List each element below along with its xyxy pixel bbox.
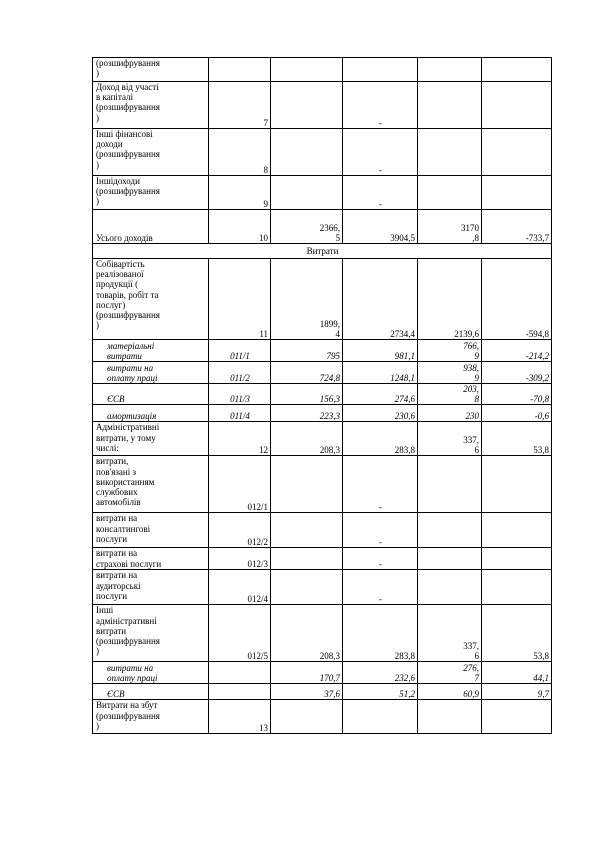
value-col4-text: -733,7: [525, 232, 549, 243]
value-col2: [343, 58, 418, 82]
row-code: [209, 662, 271, 684]
table-row: [93, 700, 552, 734]
row-code: [209, 684, 271, 700]
value-col3-text: 60,9: [463, 689, 479, 700]
value-col1-text: 156,3: [319, 394, 340, 405]
row-label: [93, 129, 209, 176]
row-label-text: Усього доходів: [96, 232, 153, 243]
row-code: [209, 405, 271, 422]
value-col2-text: 232,6: [394, 673, 415, 684]
row-label-text: Доход від участі в капіталі (розшифрування ): [96, 82, 160, 123]
row-label-text: Інші фінансові доходи (розшифрування ): [96, 129, 160, 170]
row-label: [93, 662, 209, 684]
value-col4-text: 53,8: [533, 445, 549, 456]
row-label-text: ЄСВ: [107, 394, 125, 405]
value-col2: [343, 662, 418, 684]
row-code: [209, 340, 271, 362]
value-col1: [271, 605, 343, 662]
table-row: [93, 570, 552, 605]
value-col2-text: 230,6: [394, 411, 415, 422]
value-col2: [343, 513, 418, 548]
value-col3-text: 938, 9: [463, 362, 479, 383]
value-col1: [271, 82, 343, 129]
row-code: [209, 700, 271, 734]
row-label-text: амортизація: [107, 411, 157, 422]
value-col4: [482, 684, 552, 700]
value-col3: [418, 259, 482, 340]
value-col4: [482, 548, 552, 570]
value-col3: [418, 605, 482, 662]
value-col2: [343, 340, 418, 362]
value-col2-text: -: [379, 198, 382, 209]
value-col1: [271, 362, 343, 384]
value-col1: [271, 176, 343, 210]
row-label-text: Інші адміністративні витрати (розшифрування ): [96, 605, 160, 657]
value-col1-text: 37,6: [324, 689, 340, 700]
table-row: [93, 548, 552, 570]
row-code-text: 012/3: [247, 559, 268, 570]
value-col2: [343, 210, 418, 244]
table-row: [93, 605, 552, 662]
value-col1-text: 1899, 4: [319, 318, 340, 339]
value-col3: [418, 684, 482, 700]
row-label-text: витрати, пов'язані з використанням службових автомобілів: [96, 456, 155, 508]
value-col3: [418, 340, 482, 362]
table-row: [93, 259, 552, 340]
row-code-text: 11: [259, 328, 268, 339]
row-code-text: 012/4: [247, 594, 268, 605]
value-col2-text: -: [379, 559, 382, 570]
row-code: [209, 176, 271, 210]
row-label: [93, 570, 209, 605]
value-col4: [482, 82, 552, 129]
value-col2-text: 1248,1: [390, 372, 415, 383]
row-code: [209, 259, 271, 340]
value-col3: [418, 456, 482, 513]
table-row: [93, 58, 552, 82]
value-col2-text: 283,8: [394, 651, 415, 662]
value-col2-text: 51,2: [399, 689, 415, 700]
row-label: [93, 605, 209, 662]
value-col2: [343, 456, 418, 513]
row-code-text: 7: [263, 117, 268, 128]
table-row: [93, 384, 552, 405]
value-col3: [418, 82, 482, 129]
value-col4-text: 44,1: [533, 673, 549, 684]
row-label: [93, 259, 209, 340]
value-col3-text: 337, 6: [463, 641, 479, 662]
value-col4: [482, 129, 552, 176]
row-label-text: ЄСВ: [107, 689, 125, 700]
table-row: [93, 176, 552, 210]
row-label: [93, 384, 209, 405]
value-col4-text: -214,2: [525, 350, 549, 361]
row-code-text: 13: [259, 723, 268, 734]
value-col3: [418, 210, 482, 244]
table-row: [93, 82, 552, 129]
value-col2: [343, 700, 418, 734]
row-code-text: 011/1: [230, 350, 250, 361]
row-label-text: Адміністративні витрати, у тому числі:: [96, 422, 160, 453]
value-col1: [271, 456, 343, 513]
row-label: [93, 176, 209, 210]
row-code-text: 012/2: [247, 537, 268, 548]
row-code-text: 011/3: [230, 394, 250, 405]
value-col2: [343, 176, 418, 210]
row-code: [209, 605, 271, 662]
value-col2-text: -: [379, 594, 382, 605]
value-col1-text: 208,3: [319, 651, 340, 662]
row-label: [93, 82, 209, 129]
table-body: [93, 58, 552, 734]
row-label: [93, 210, 209, 244]
value-col3: [418, 548, 482, 570]
row-code-text: 9: [263, 198, 268, 209]
value-col4: [482, 700, 552, 734]
value-col1: [271, 384, 343, 405]
row-code: [209, 82, 271, 129]
row-label: [93, 422, 209, 456]
row-code: [209, 58, 271, 82]
value-col2-text: 2734,4: [390, 328, 415, 339]
value-col3: [418, 513, 482, 548]
financial-results-table: [92, 57, 552, 734]
row-label: [93, 58, 209, 82]
value-col3-text: 276, 7: [463, 663, 479, 684]
value-col4: [482, 513, 552, 548]
value-col3-text: 2139,6: [454, 328, 479, 339]
row-code-text: 10: [259, 232, 268, 243]
row-label-text: Собівартість реалізованої продукції ( товарів, робіт та послуг) (розшифрування ): [96, 259, 160, 331]
row-code: [209, 422, 271, 456]
table-row: [93, 129, 552, 176]
value-col2-text: -: [379, 502, 382, 513]
value-col2-text: 283,8: [394, 445, 415, 456]
row-label-text: матеріальні витрати: [107, 340, 155, 361]
row-label-text: (розшифрування ): [96, 58, 160, 79]
value-col1: [271, 129, 343, 176]
value-col1: [271, 210, 343, 244]
value-col4-text: -309,2: [525, 372, 549, 383]
row-code: [209, 456, 271, 513]
row-label: [93, 362, 209, 384]
row-label-text: витрати на консалтингові послуги: [96, 513, 151, 544]
value-col1: [271, 700, 343, 734]
row-code-text: 012/1: [247, 502, 268, 513]
table-row: [93, 362, 552, 384]
row-label: [93, 684, 209, 700]
row-code: [209, 362, 271, 384]
value-col4: [482, 340, 552, 362]
value-col4: [482, 384, 552, 405]
value-col1: [271, 340, 343, 362]
value-col2: [343, 605, 418, 662]
row-label: [93, 340, 209, 362]
value-col1: [271, 58, 343, 82]
value-col2-text: 274,6: [394, 394, 415, 405]
value-col4-text: -70,8: [530, 394, 549, 405]
section-header-row: [93, 244, 552, 259]
value-col3-text: 3170 ,8: [461, 222, 479, 243]
row-label: [93, 405, 209, 422]
value-col4: [482, 362, 552, 384]
row-code: [209, 548, 271, 570]
value-col1: [271, 684, 343, 700]
value-col3-text: 230: [465, 411, 479, 422]
row-label-text: витрати на оплату праці: [107, 362, 158, 383]
value-col4: [482, 58, 552, 82]
row-code-text: 12: [259, 445, 268, 456]
row-code: [209, 129, 271, 176]
row-code: [209, 513, 271, 548]
value-col2: [343, 684, 418, 700]
value-col4: [482, 456, 552, 513]
row-label-text: витрати на оплату праці: [107, 663, 158, 684]
row-label: [93, 548, 209, 570]
value-col4: [482, 259, 552, 340]
value-col3: [418, 176, 482, 210]
value-col1-text: 2366, 5: [319, 222, 340, 243]
value-col3-text: 203, 8: [463, 384, 479, 405]
value-col4: [482, 210, 552, 244]
row-code: [209, 210, 271, 244]
value-col2-text: 3904,5: [390, 232, 415, 243]
value-col1: [271, 570, 343, 605]
value-col2: [343, 129, 418, 176]
value-col1: [271, 422, 343, 456]
value-col3: [418, 405, 482, 422]
value-col1: [271, 405, 343, 422]
value-col1-text: 223,3: [319, 411, 340, 422]
value-col1: [271, 548, 343, 570]
value-col4: [482, 570, 552, 605]
value-col2: [343, 570, 418, 605]
value-col3: [418, 384, 482, 405]
value-col3-text: 766, 9: [463, 340, 479, 361]
value-col3: [418, 700, 482, 734]
row-code-text: 011/4: [230, 411, 250, 422]
value-col2: [343, 362, 418, 384]
table-row: [93, 422, 552, 456]
table-row: [93, 662, 552, 684]
value-col4: [482, 422, 552, 456]
value-col3: [418, 362, 482, 384]
table-row: [93, 456, 552, 513]
value-col2: [343, 548, 418, 570]
value-col3: [418, 422, 482, 456]
row-label-text: Витрати на збут (розшифрування ): [96, 700, 160, 731]
value-col3: [418, 570, 482, 605]
value-col2-text: -: [379, 164, 382, 175]
value-col4: [482, 605, 552, 662]
row-code-text: 8: [263, 164, 268, 175]
value-col1-text: 724,8: [319, 372, 340, 383]
row-code-text: 011/2: [230, 372, 250, 383]
row-label: [93, 700, 209, 734]
table-row: [93, 684, 552, 700]
value-col2: [343, 405, 418, 422]
value-col2: [343, 384, 418, 405]
value-col1: [271, 259, 343, 340]
row-label: [93, 513, 209, 548]
value-col2: [343, 82, 418, 129]
value-col4: [482, 405, 552, 422]
table-row: [93, 210, 552, 244]
value-col3: [418, 662, 482, 684]
row-label-text: Іншідоходи (розшифрування ): [96, 176, 160, 207]
value-col1-text: 795: [326, 350, 340, 361]
value-col3-text: 337, 6: [463, 435, 479, 456]
row-code: [209, 570, 271, 605]
value-col2: [343, 422, 418, 456]
value-col2: [343, 259, 418, 340]
value-col2-text: -: [379, 117, 382, 128]
row-label-text: витрати на страхові послуги: [96, 548, 162, 569]
value-col4: [482, 662, 552, 684]
table-row: [93, 340, 552, 362]
value-col4: [482, 176, 552, 210]
row-code: [209, 384, 271, 405]
value-col3: [418, 129, 482, 176]
row-label: [93, 456, 209, 513]
value-col4-text: -594,8: [525, 328, 549, 339]
table-row: [93, 405, 552, 422]
value-col1-text: 170,7: [319, 673, 340, 684]
value-col1: [271, 513, 343, 548]
value-col4-text: 53,8: [533, 651, 549, 662]
table-row: [93, 513, 552, 548]
row-label-text: витрати на аудиторські послуги: [96, 570, 141, 601]
section-title: Витрати: [93, 244, 552, 259]
row-code-text: 012/5: [247, 651, 268, 662]
value-col4-text: -0,6: [534, 411, 549, 422]
value-col2-text: 981,1: [394, 350, 415, 361]
value-col2-text: -: [379, 537, 382, 548]
value-col4-text: 9,7: [537, 689, 549, 700]
value-col3: [418, 58, 482, 82]
value-col1: [271, 662, 343, 684]
value-col1-text: 208,3: [319, 445, 340, 456]
